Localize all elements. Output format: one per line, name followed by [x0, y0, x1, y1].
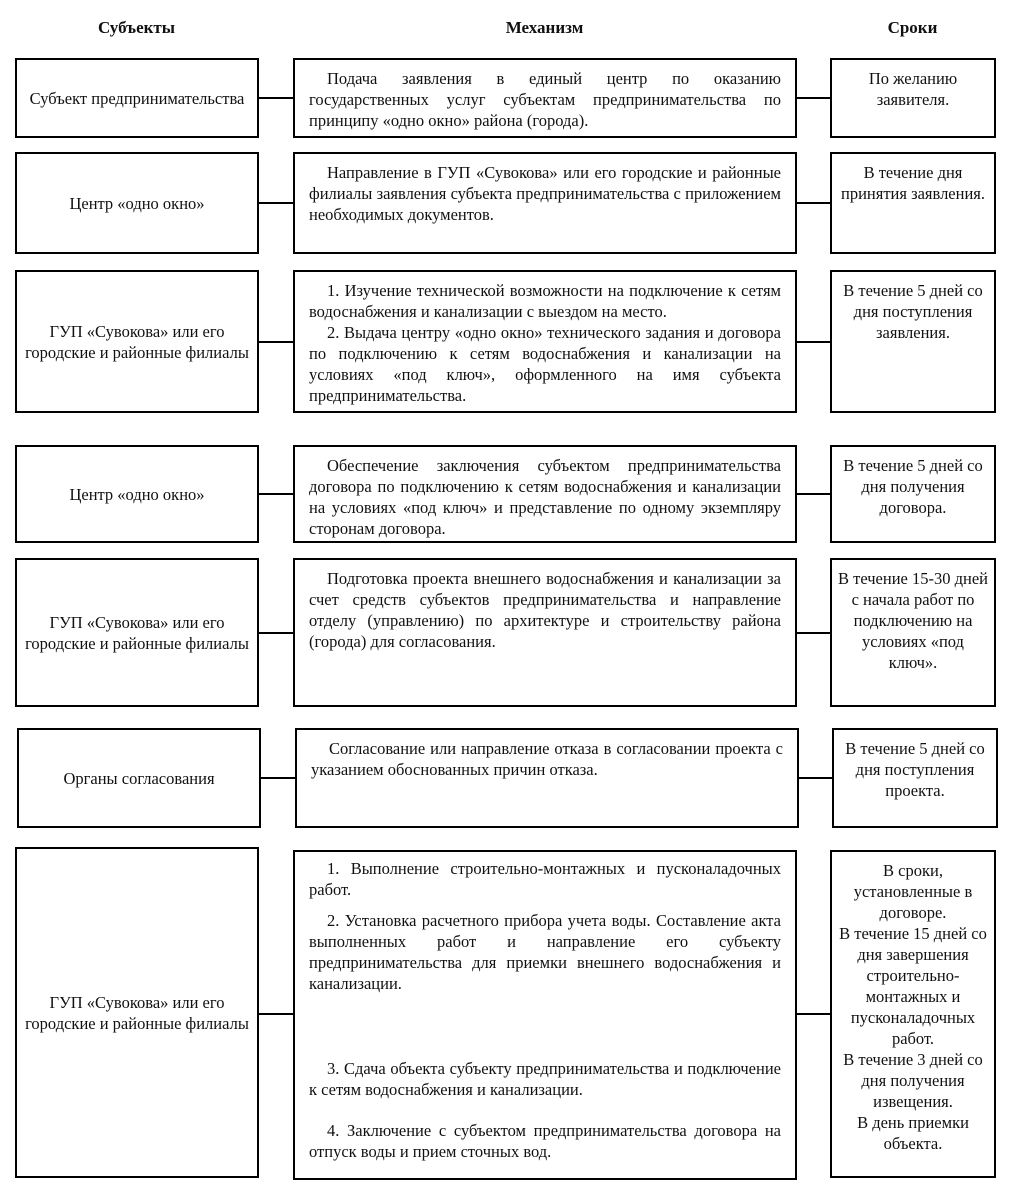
row-4-subject-box	[15, 445, 259, 543]
row-2-connector-right	[797, 202, 830, 204]
row-6-subject: Органы согласования	[63, 768, 215, 788]
row-3-connector-right	[797, 341, 830, 343]
row-3-subject: ГУП «Сувокова» или его городские и районные филиалы	[25, 321, 249, 362]
header-terms: Сроки	[887, 18, 938, 37]
row-5-mechanism-box	[293, 558, 797, 707]
row-3-subject-box	[15, 270, 259, 413]
row-3-term: В течение 5 дней со дня поступления заявления.	[843, 281, 983, 342]
row-7-mechanism-step-1: 1. Выполнение строительно-монтажных и пусконаладочных работ.	[309, 859, 781, 899]
row-1-mechanism-box	[293, 58, 797, 138]
row-3-mechanism-box	[293, 270, 797, 413]
row-2-connector-left	[259, 202, 293, 204]
row-4-connector-right	[797, 493, 830, 495]
row-4-term: В течение 5 дней со дня получения договора.	[843, 456, 983, 517]
row-4-mechanism-box	[293, 445, 797, 543]
row-1-connector-left	[259, 97, 293, 99]
row-7-mechanism-box	[293, 850, 797, 1180]
row-2-mechanism-text: Направление в ГУП «Сувокова» или его городские и районные филиалы заявления субъекта предпринимательства с приложением необходимых документов.	[309, 163, 781, 224]
row-7-mechanism-step-2: 2. Установка расчетного прибора учета воды. Составление акта выполненных работ и направление его субъекту предпринимательства для приемки внешнего водоснабжения и канализации.	[309, 911, 781, 993]
row-6-subject-box	[17, 728, 261, 828]
row-1-subject-box	[15, 58, 259, 138]
row-7-mechanism-step-4: 4. Заключение с субъектом предпринимательства договора на отпуск воды и прием сточных вод.	[309, 1121, 781, 1161]
row-6-connector-right	[799, 777, 832, 779]
row-7-term-2: В течение 15 дней со дня завершения строительно-монтажных и пусконаладочных работ.	[839, 924, 987, 1048]
row-1-term-box	[830, 58, 996, 138]
row-2-term: В течение дня принятия заявления.	[840, 163, 986, 203]
row-2-term-box	[830, 152, 996, 254]
row-2-mechanism-box	[293, 152, 797, 254]
row-5-subject: ГУП «Сувокова» или его городские и районные филиалы	[25, 612, 249, 653]
row-4-term-box	[830, 445, 996, 543]
row-5-connector-right	[797, 632, 830, 634]
row-4-connector-left	[259, 493, 293, 495]
row-2-subject: Центр «одно окно»	[69, 193, 205, 213]
row-7-connector-right	[797, 1013, 830, 1015]
row-5-term: В течение 15-30 дней с начала работ по подключению на условиях «под ключ».	[838, 569, 988, 672]
row-7-term-3: В течение 3 дней со дня получения извещения.	[843, 1050, 983, 1111]
row-1-term: По желанию заявителя.	[868, 69, 958, 109]
row-5-mechanism-text: Подготовка проекта внешнего водоснабжения и канализации за счет средств субъектов предпринимательства и направление отделу (управлению) по архитектуре и строительству района (города) для согласования.	[309, 569, 781, 651]
row-6-connector-left	[261, 777, 295, 779]
row-1-mechanism-text: Подача заявления в единый центр по оказанию государственных услуг субъектам предпринимательства по принципу «одно окно» района (города).	[309, 69, 781, 130]
row-7-connector-left	[259, 1013, 293, 1015]
row-7-term-4: В день приемки объекта.	[857, 1113, 969, 1153]
row-3-term-box	[830, 270, 996, 413]
row-5-connector-left	[259, 632, 293, 634]
header-subjects: Субъекты	[97, 18, 176, 37]
row-3-connector-left	[259, 341, 293, 343]
row-7-subject-box	[15, 847, 259, 1178]
row-6-term-box	[832, 728, 998, 828]
header-mechanism: Механизм	[505, 18, 584, 37]
row-3-mechanism-step-1: 1. Изучение технической возможности на подключение к сетям водоснабжения и канализации с выездом на место.	[309, 281, 781, 321]
row-7-term-1: В сроки, установленные в договоре.	[853, 861, 973, 922]
row-7-mechanism-step-3: 3. Сдача объекта субъекту предпринимательства и подключение к сетям водоснабжения и канализации.	[309, 1059, 781, 1099]
row-1-subject: Субъект предпринимательства	[29, 88, 245, 108]
row-5-subject-box	[15, 558, 259, 707]
row-4-mechanism-text: Обеспечение заключения субъектом предпринимательства договора по подключению к сетям водоснабжения и канализации на условиях «под ключ» и представление по одному экземпляру сторонам договора.	[309, 456, 781, 538]
row-6-mechanism-text: Согласование или направление отказа в согласовании проекта с указанием обоснованных причин отказа.	[311, 739, 783, 779]
row-6-mechanism-box	[295, 728, 799, 828]
row-7-term-box	[830, 850, 996, 1178]
row-4-subject: Центр «одно окно»	[69, 484, 205, 504]
row-7-subject: ГУП «Сувокова» или его городские и районные филиалы	[25, 992, 249, 1033]
row-3-mechanism-step-2: 2. Выдача центру «одно окно» технического задания и договора по подключению к сетям водоснабжения и канализации на условиях «под ключ», оформленного на имя субъекта предпринимательства.	[309, 323, 781, 405]
row-6-term: В течение 5 дней со дня поступления проекта.	[845, 739, 985, 800]
row-1-connector-right	[797, 97, 830, 99]
row-2-subject-box	[15, 152, 259, 254]
row-5-term-box	[830, 558, 996, 707]
